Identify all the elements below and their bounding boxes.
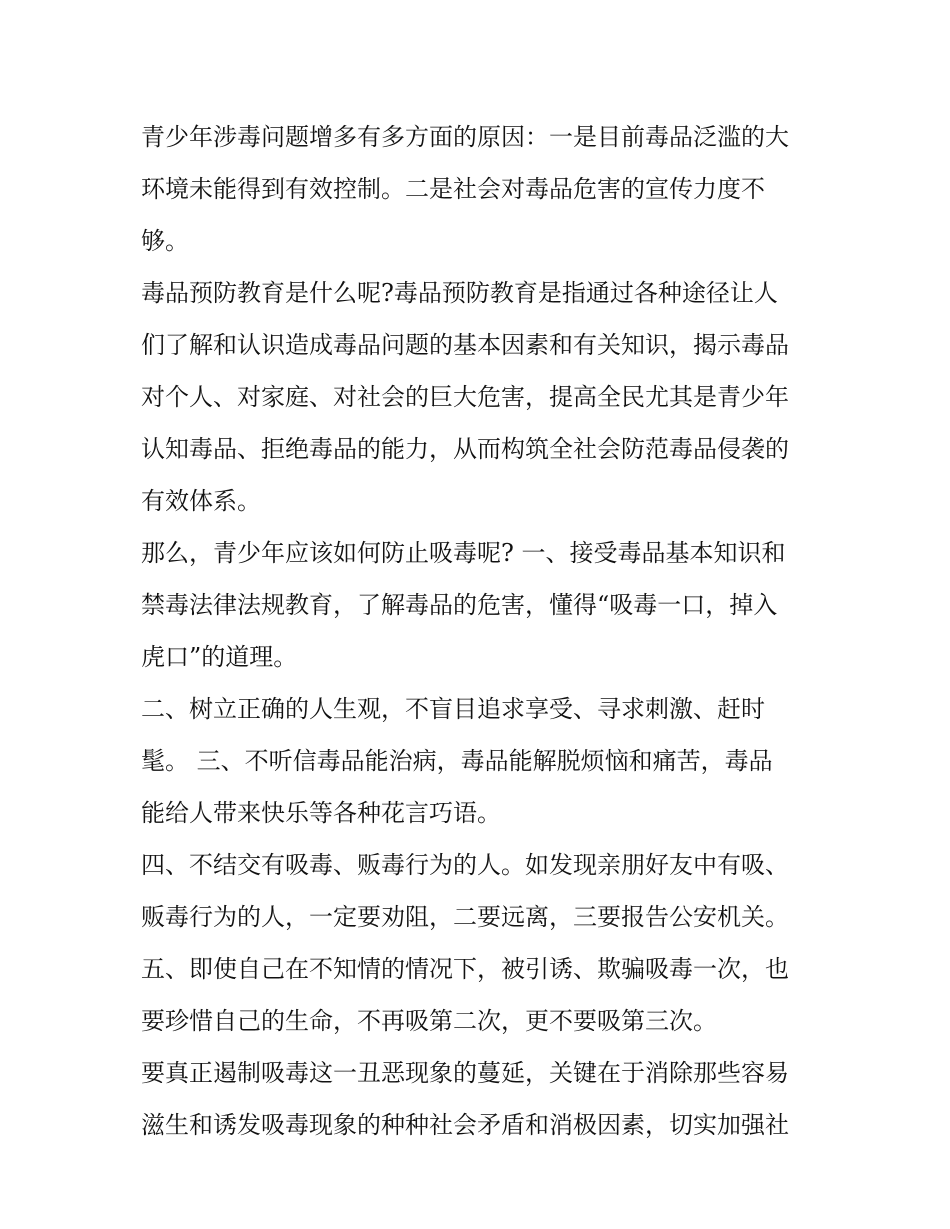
document-body [141,111,813,1151]
text-line: 四、不结交有吸毒、贩毒行为的人。如发现亲朋好友中有吸、 [141,851,789,879]
text-line: 对个人、对家庭、对社会的巨大危害，提高全民尤其是青少年 [141,383,789,411]
text-line: 髦。 三、不听信毒品能治病，毒品能解脱烦恼和痛苦，毒品 [141,747,773,775]
text-line: 要珍惜自己的生命，不再吸第二次，更不要吸第三次。 [141,1007,717,1035]
text-line: 禁毒法律法规教育，了解毒品的危害，懂得“吸毒一口，掉入 [141,591,778,619]
text-line: 毒品预防教育是什么呢?毒品预防教育是指通过各种途径让人 [141,279,778,307]
text-line: 五、即使自己在不知情的情况下，被引诱、欺骗吸毒一次，也 [141,955,789,983]
text-line: 贩毒行为的人，一定要劝阻，二要远离，三要报告公安机关。 [141,903,789,931]
text-line: 青少年涉毒问题增多有多方面的原因：一是目前毒品泛滥的大 [141,123,789,151]
text-line: 们了解和认识造成毒品问题的基本因素和有关知识，揭示毒品 [141,331,789,359]
text-line: 认知毒品、拒绝毒品的能力，从而构筑全社会防范毒品侵袭的 [141,435,789,463]
text-line: 环境未能得到有效控制。二是社会对毒品危害的宣传力度不 [141,175,765,203]
text-line: 够。 [141,227,189,255]
text-line: 虎口”的道理。 [141,643,298,671]
text-line: 滋生和诱发吸毒现象的种种社会矛盾和消极因素，切实加强社 [141,1111,789,1139]
text-line: 要真正遏制吸毒这一丑恶现象的蔓延，关键在于消除那些容易 [141,1059,789,1087]
text-line: 二、树立正确的人生观，不盲目追求享受、寻求刺激、赶时 [141,695,765,723]
text-line: 有效体系。 [141,487,261,515]
text-line: 那么，青少年应该如何防止吸毒呢? 一、接受毒品基本知识和 [141,539,786,567]
text-line: 能给人带来快乐等各种花言巧语。 [141,799,501,827]
